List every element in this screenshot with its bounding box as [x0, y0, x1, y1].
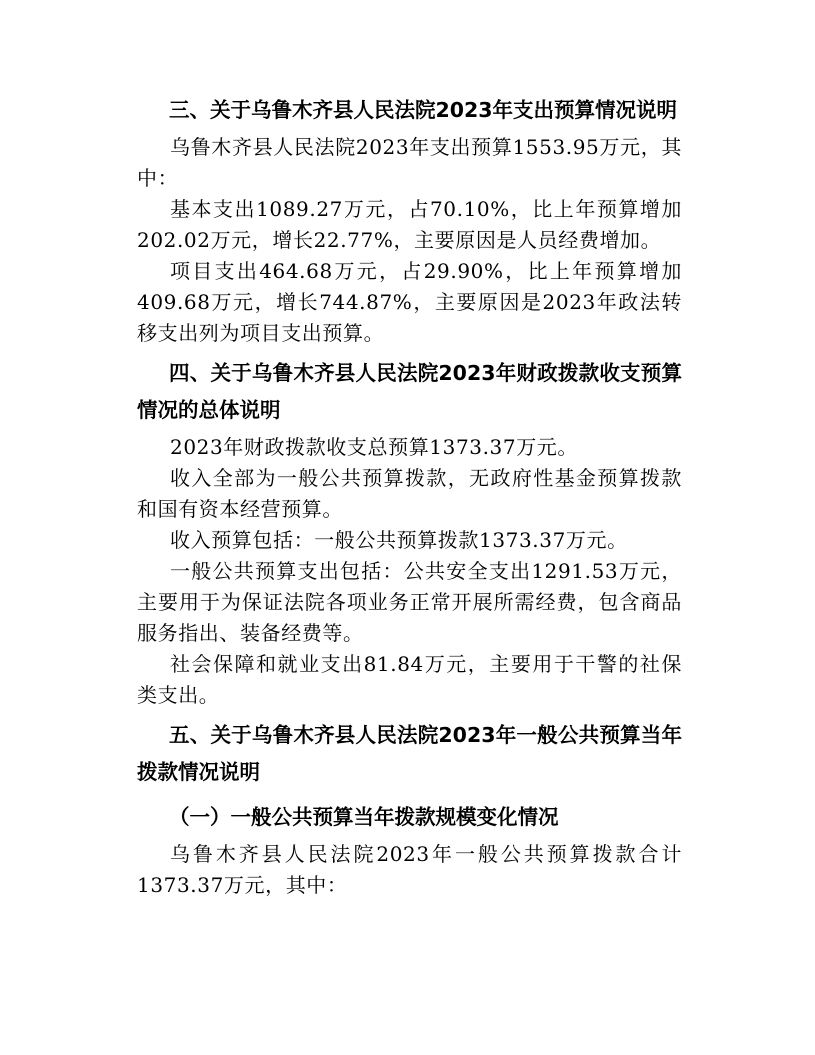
paragraph: 社会保障和就业支出81.84万元，主要用于干警的社保类支出。 [137, 652, 682, 707]
paragraph: 2023年财政拨款收支总预算1373.37万元。 [170, 435, 579, 459]
section-subheading: （一）一般公共预算当年拨款规模变化情况 [169, 805, 559, 829]
paragraph: 一般公共预算支出包括：公共安全支出1291.53万元，主要用于为保证法院各项业务正常开展所需经费，包含商品服务指出、装备经费等。 [137, 559, 682, 645]
paragraph: 收入预算包括：一般公共预算拨款1373.37万元。 [170, 528, 628, 552]
section-fiscal-appropriation-overview [137, 355, 682, 711]
paragraph: 乌鲁木齐县人民法院2023年一般公共预算拨款合计1373.37万元，其中： [137, 842, 682, 897]
section-heading: 三、关于乌鲁木齐县人民法院2023年支出预算情况说明 [169, 98, 678, 122]
paragraph: 基本支出1089.27万元，占70.10%，比上年预算增加202.02万元，增长22.77%，主要原因是人员经费增加。 [137, 197, 682, 252]
paragraph: 项目支出464.68万元，占29.90%，比上年预算增加409.68万元，增长744.87%，主要原因是2023年政法转移支出列为项目支出预算。 [137, 259, 682, 345]
section-general-public-budget [137, 717, 682, 901]
section-expenditure-budget [137, 92, 682, 349]
document-page [137, 92, 682, 901]
paragraph: 收入全部为一般公共预算拨款，无政府性基金预算拨款和国有资本经营预算。 [137, 466, 682, 521]
section-heading: 四、关于乌鲁木齐县人民法院2023年财政拨款收支预算情况的总体说明 [137, 361, 682, 422]
section-heading: 五、关于乌鲁木齐县人民法院2023年一般公共预算当年拨款情况说明 [137, 723, 682, 784]
paragraph: 乌鲁木齐县人民法院2023年支出预算1553.95万元，其中： [137, 135, 682, 190]
